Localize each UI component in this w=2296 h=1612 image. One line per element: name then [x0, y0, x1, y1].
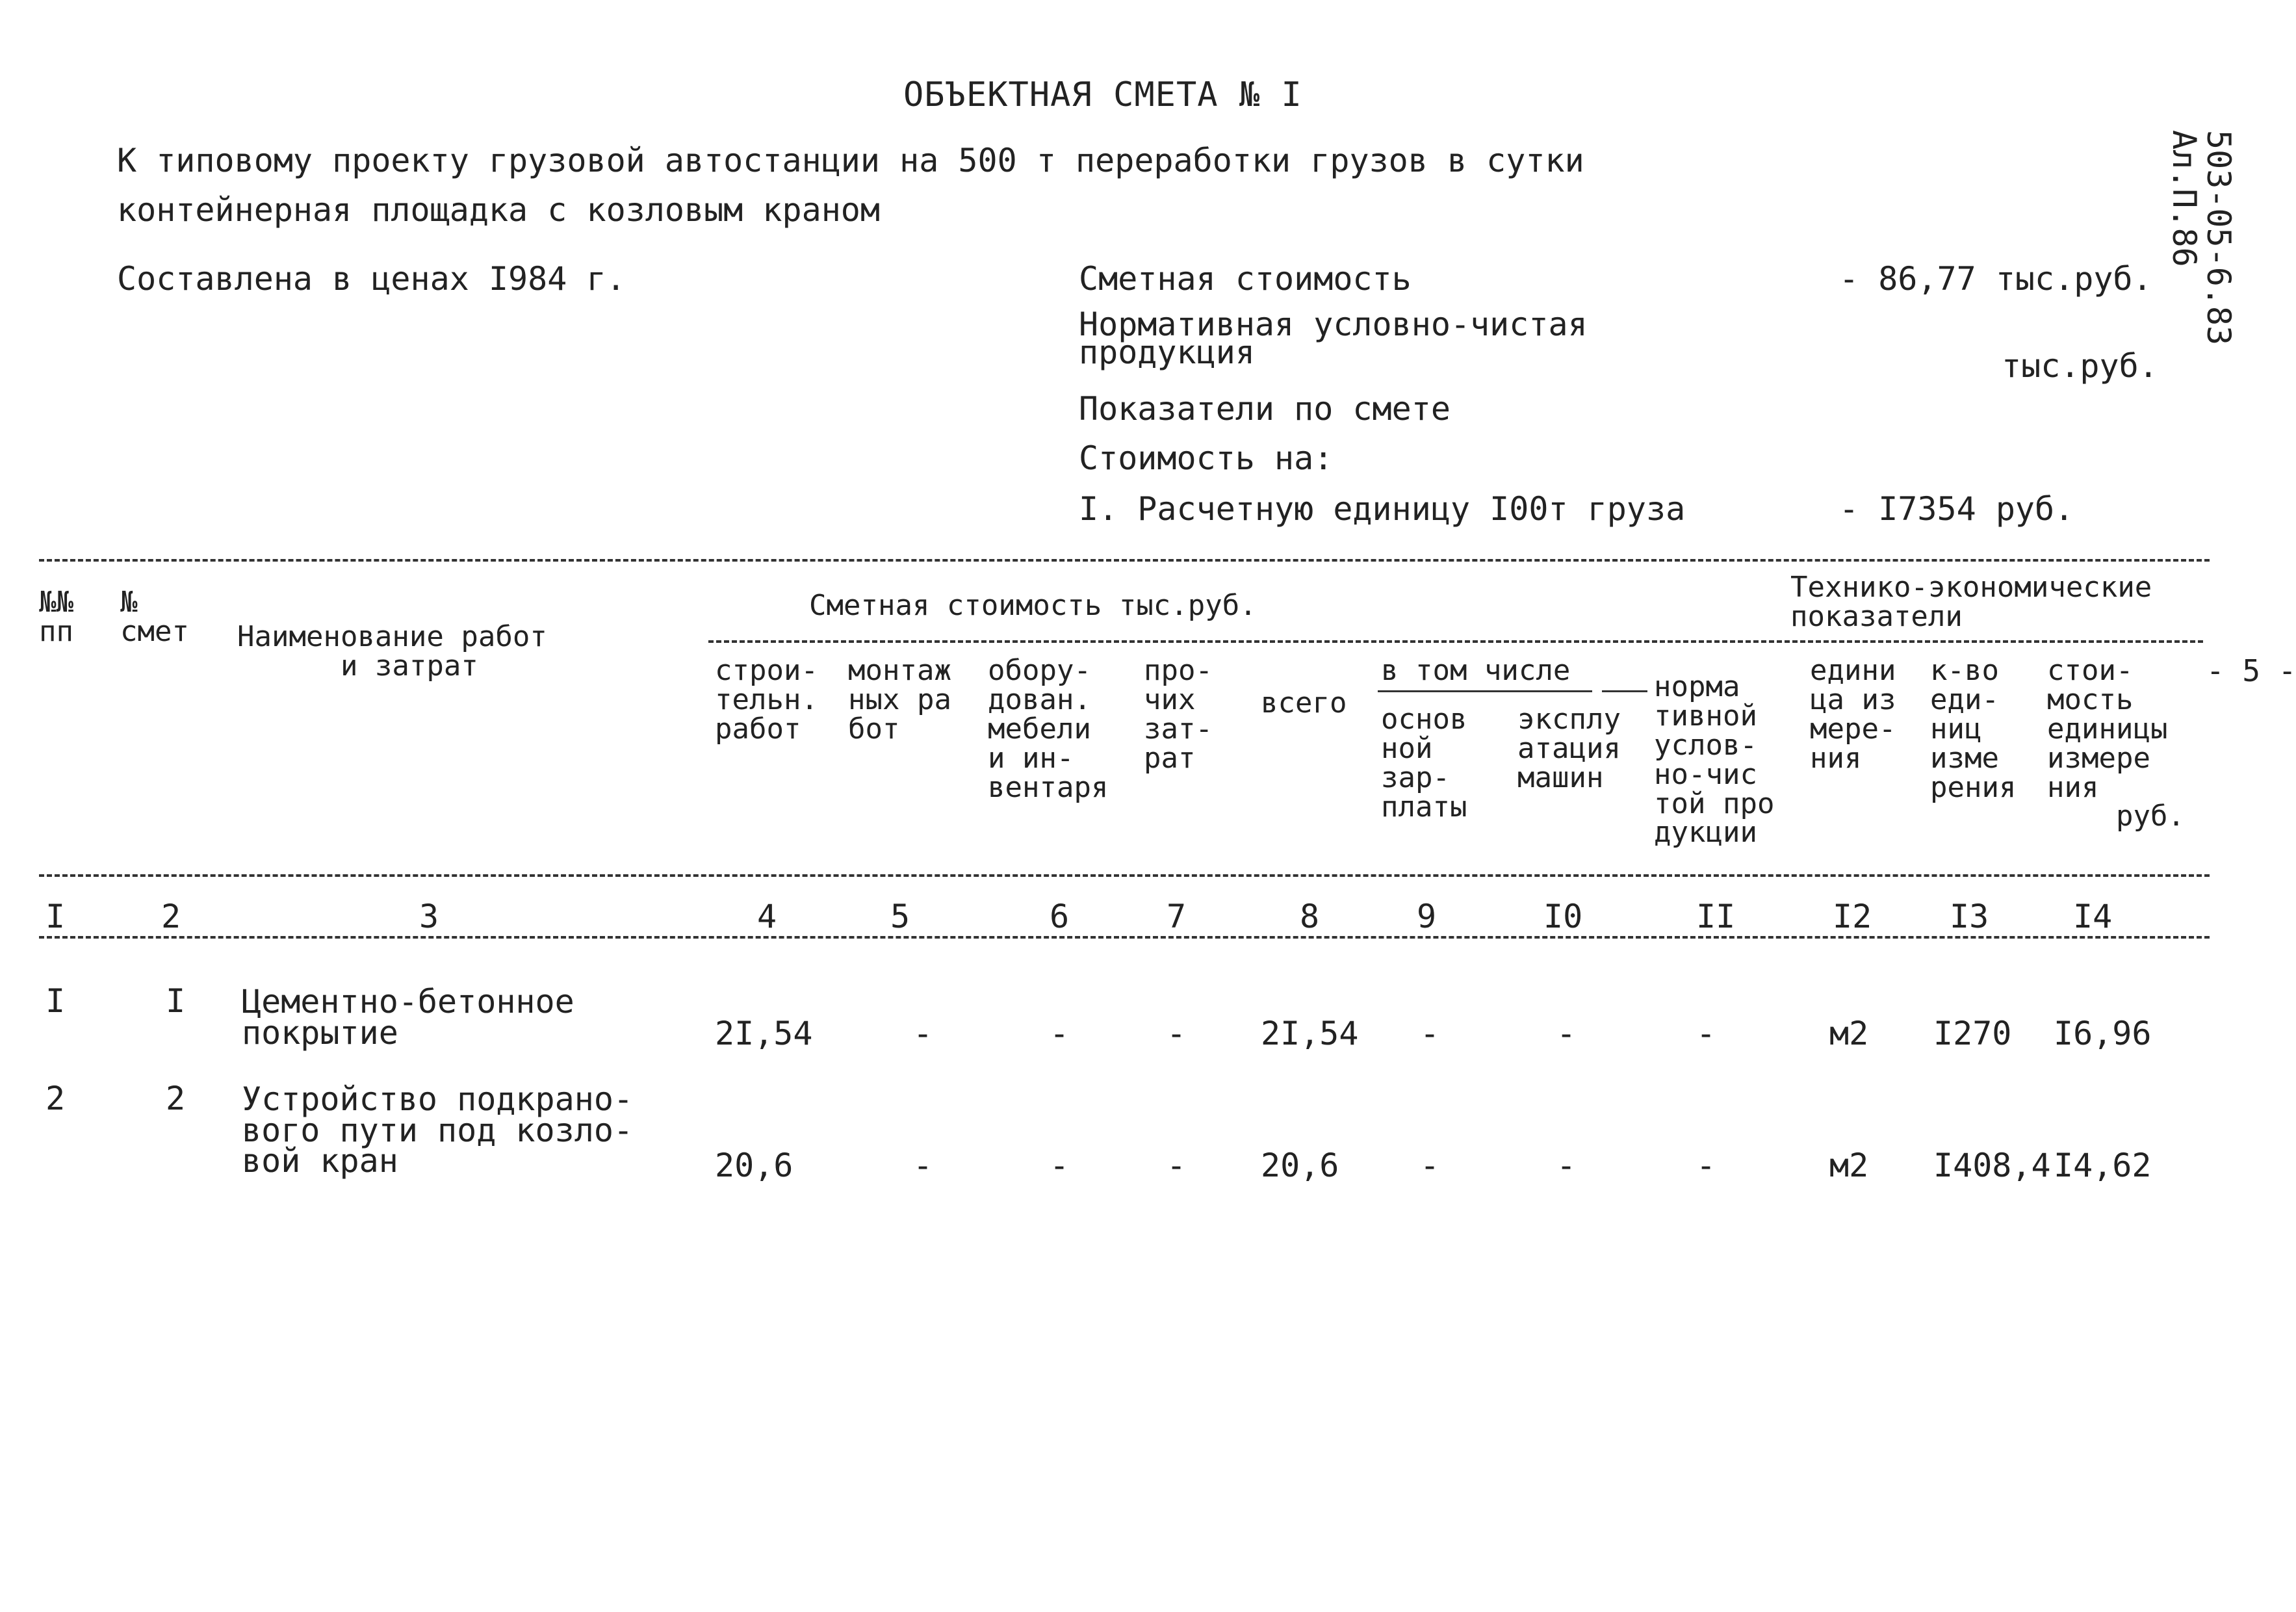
colnum-9: 9	[1417, 898, 1437, 935]
header-col9: основ ной зар- платы	[1381, 703, 1467, 824]
header-col11: норма тивной услов- но-чис той про дукции	[1654, 670, 1775, 850]
column-number-rule	[39, 936, 2210, 939]
header-col10: эксплу атация машин	[1517, 703, 1621, 794]
row-name: Цементно-бетонное покрытие	[242, 983, 574, 1052]
row-c7: -	[1167, 1015, 1187, 1052]
row-c9: -	[1420, 1015, 1440, 1052]
colnum-4: 4	[757, 898, 777, 935]
page-mark: - 5 -	[2206, 653, 2296, 688]
colnum-13: I3	[1950, 898, 1989, 935]
header-col5: монтаж ных ра бот	[848, 654, 951, 746]
row-c8: 2I,54	[1261, 1015, 1359, 1052]
cost-value: - 86,77 тыс.руб.	[1839, 260, 2152, 298]
colnum-3: 3	[419, 898, 439, 935]
side-code: 503-05-6.83 Ал.П.86	[2165, 130, 2238, 346]
header-incl-dash	[1602, 690, 1647, 692]
row-c7: -	[1167, 1147, 1187, 1184]
row-c5: -	[913, 1147, 933, 1184]
row-c10: -	[1556, 1147, 1577, 1184]
colnum-11: II	[1696, 898, 1736, 935]
header-smeta: № смет	[120, 586, 189, 648]
header-col13: к-во еди- ниц изме рения	[1930, 654, 2017, 804]
norm-label: Нормативная условно-чистая продукция	[1079, 306, 1588, 371]
page-title: ОБЪЕКТНАЯ СМЕТА № I	[903, 75, 1302, 114]
cost-label: Сметная стоимость	[1079, 260, 1412, 298]
row-c13: I408,4	[1933, 1147, 2051, 1184]
row-c4: 2I,54	[715, 1015, 813, 1052]
header-name: Наименование работ и затрат	[237, 620, 547, 682]
header-group-incl: в том числе	[1381, 654, 1571, 687]
row-c11: -	[1696, 1147, 1716, 1184]
header-col6: обору- дован. мебели и ин- вентаря	[988, 654, 1109, 804]
cost-on-label: Стоимость на:	[1079, 439, 1334, 477]
row-c10: -	[1556, 1015, 1577, 1052]
row-c13: I270	[1933, 1015, 2012, 1052]
row-c11: -	[1696, 1015, 1716, 1052]
row-c6: -	[1050, 1015, 1070, 1052]
header-col7: про- чих зат- рат	[1144, 654, 1213, 775]
row-c5: -	[913, 1015, 933, 1052]
row-c14: I4,62	[2054, 1147, 2152, 1184]
header-incl-underline	[1378, 690, 1592, 692]
row-pp: I	[45, 982, 66, 1020]
header-col14: стои- мость единицы измере ния руб.	[2047, 654, 2185, 833]
row-smeta: 2	[166, 1080, 186, 1117]
row-c6: -	[1050, 1147, 1070, 1184]
row-c4: 20,6	[715, 1147, 793, 1184]
colnum-2: 2	[161, 898, 181, 935]
row-c12: м2	[1829, 1015, 1869, 1052]
colnum-7: 7	[1167, 898, 1187, 935]
subtitle-line-2: контейнерная площадка с козловым краном	[117, 191, 880, 229]
norm-value: тыс.руб.	[2002, 347, 2158, 385]
row-smeta: I	[166, 982, 186, 1020]
colnum-6: 6	[1050, 898, 1070, 935]
colnum-10: I0	[1543, 898, 1583, 935]
header-col12: едини ца из мере- ния	[1810, 654, 1896, 775]
colnum-1: I	[45, 898, 66, 935]
table-top-rule	[39, 559, 2210, 562]
colnum-5: 5	[890, 898, 910, 935]
colnum-8: 8	[1300, 898, 1320, 935]
prices-note: Составлена в ценах I984 г.	[117, 260, 626, 298]
header-group-tech: Технико-экономические показатели	[1790, 571, 2152, 633]
row-c8: 20,6	[1261, 1147, 1339, 1184]
indicators-label: Показатели по смете	[1079, 390, 1451, 428]
colnum-14: I4	[2073, 898, 2113, 935]
header-group-cost: Сметная стоимость тыс.руб.	[809, 589, 1257, 622]
row-pp: 2	[45, 1080, 66, 1117]
header-bottom-rule	[39, 874, 2210, 877]
unit-value: - I7354 руб.	[1839, 490, 2074, 528]
subtitle-line-1: К типовому проекту грузовой автостанции на 500 т переработки грузов в сутки	[117, 142, 1584, 179]
row-c12: м2	[1829, 1147, 1869, 1184]
header-col8: всего	[1261, 686, 1347, 720]
unit-label: I. Расчетную единицу I00т груза	[1079, 490, 1686, 528]
row-c14: I6,96	[2054, 1015, 2152, 1052]
header-pp: №№ пп	[39, 586, 73, 648]
header-sub-rule	[708, 640, 2203, 643]
row-c9: -	[1420, 1147, 1440, 1184]
header-col4: строи- тельн. работ	[715, 654, 818, 746]
row-name: Устройство подкрано- вого пути под козло- вой кран	[242, 1080, 634, 1180]
colnum-12: I2	[1833, 898, 1872, 935]
